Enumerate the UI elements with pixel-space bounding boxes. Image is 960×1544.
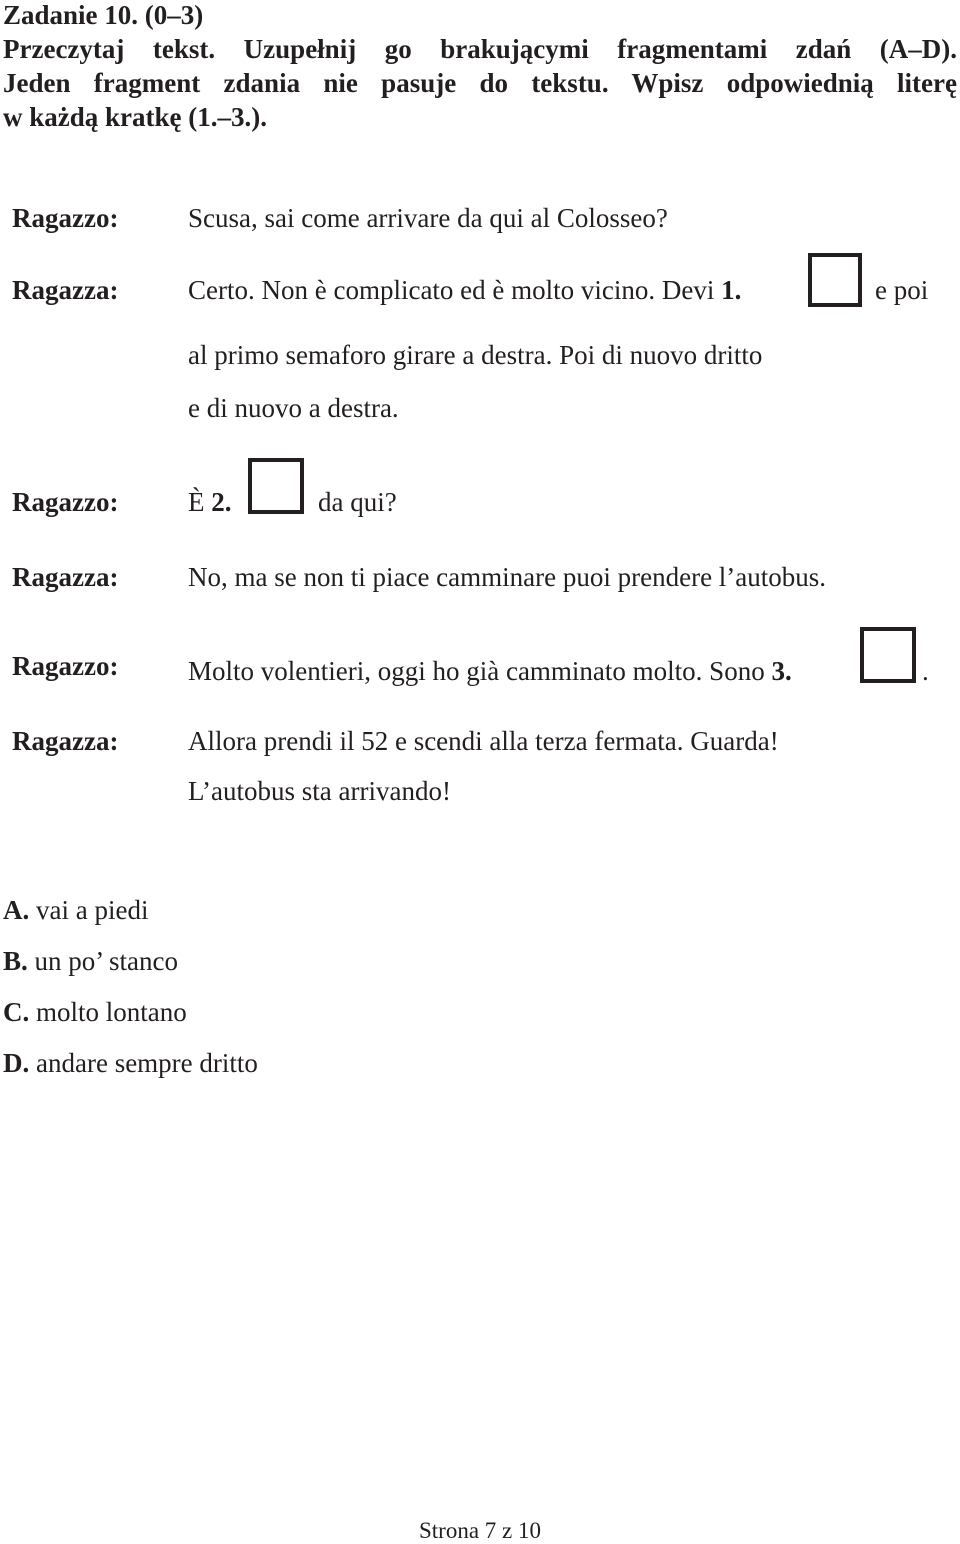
speaker-girl: Ragazza:	[12, 726, 119, 756]
dialogue-line-7	[188, 656, 792, 687]
task-title: Zadanie 10. (0–3)	[3, 0, 204, 30]
option-text: andare sempre dritto	[36, 1048, 258, 1078]
option-a	[3, 895, 148, 926]
speaker-boy: Ragazzo:	[12, 203, 119, 233]
task-instruction-line-1: Przeczytaj tekst. Uzupełnij go brakującymi fragmentami zdań (A–D).	[3, 34, 957, 64]
option-b	[3, 946, 178, 977]
dialogue-line-7-end: .	[922, 656, 929, 686]
dialogue-line-1: Scusa, sai come arrivare da qui al Colosseo?	[188, 203, 668, 233]
answer-box-1[interactable]	[808, 253, 862, 307]
task-instruction-line-2: Jeden fragment zdania nie pasuje do tekstu. Wpisz odpowiednią literę	[3, 68, 957, 98]
option-c	[3, 997, 187, 1028]
option-letter: C.	[3, 997, 30, 1027]
option-text: un po’ stanco	[34, 946, 178, 976]
gap-1-number: 1.	[721, 275, 742, 305]
dialogue-line-2	[188, 275, 741, 306]
dialogue-line-9: L’autobus sta arrivando!	[188, 776, 451, 806]
answer-box-2[interactable]	[248, 458, 304, 514]
gap-2-number: 2.	[211, 487, 232, 517]
dialogue-line-7-text: Molto volentieri, oggi ho già camminato molto. Sono	[188, 656, 772, 686]
dialogue-line-5-text: È	[188, 487, 212, 517]
dialogue-line-5	[188, 487, 232, 518]
speaker-boy: Ragazzo:	[12, 487, 119, 517]
dialogue-line-6: No, ma se non ti piace camminare puoi prendere l’autobus.	[188, 562, 827, 592]
dialogue-line-2-end: e poi	[875, 275, 929, 305]
dialogue-line-8: Allora prendi il 52 e scendi alla terza fermata. Guarda!	[188, 726, 779, 756]
dialogue-line-2-text: Certo. Non è complicato ed è molto vicino. Devi	[188, 275, 722, 305]
speaker-boy: Ragazzo:	[12, 651, 119, 681]
page-number: Strona 7 z 10	[418, 1518, 541, 1543]
option-text: vai a piedi	[36, 895, 149, 925]
option-letter: A.	[3, 895, 30, 925]
option-d	[3, 1048, 258, 1079]
dialogue-line-5-end: da qui?	[318, 487, 397, 517]
option-text: molto lontano	[36, 997, 187, 1027]
speaker-girl: Ragazza:	[12, 562, 119, 592]
dialogue-line-3: al primo semaforo girare a destra. Poi di nuovo dritto	[188, 340, 763, 370]
speaker-girl: Ragazza:	[12, 275, 119, 305]
task-instruction-line-3: w każdą kratkę (1.–3.).	[3, 102, 267, 132]
dialogue-line-4: e di nuovo a destra.	[188, 393, 399, 423]
answer-box-3[interactable]	[860, 627, 916, 683]
option-letter: D.	[3, 1048, 30, 1078]
option-letter: B.	[3, 946, 28, 976]
gap-3-number: 3.	[771, 656, 792, 686]
